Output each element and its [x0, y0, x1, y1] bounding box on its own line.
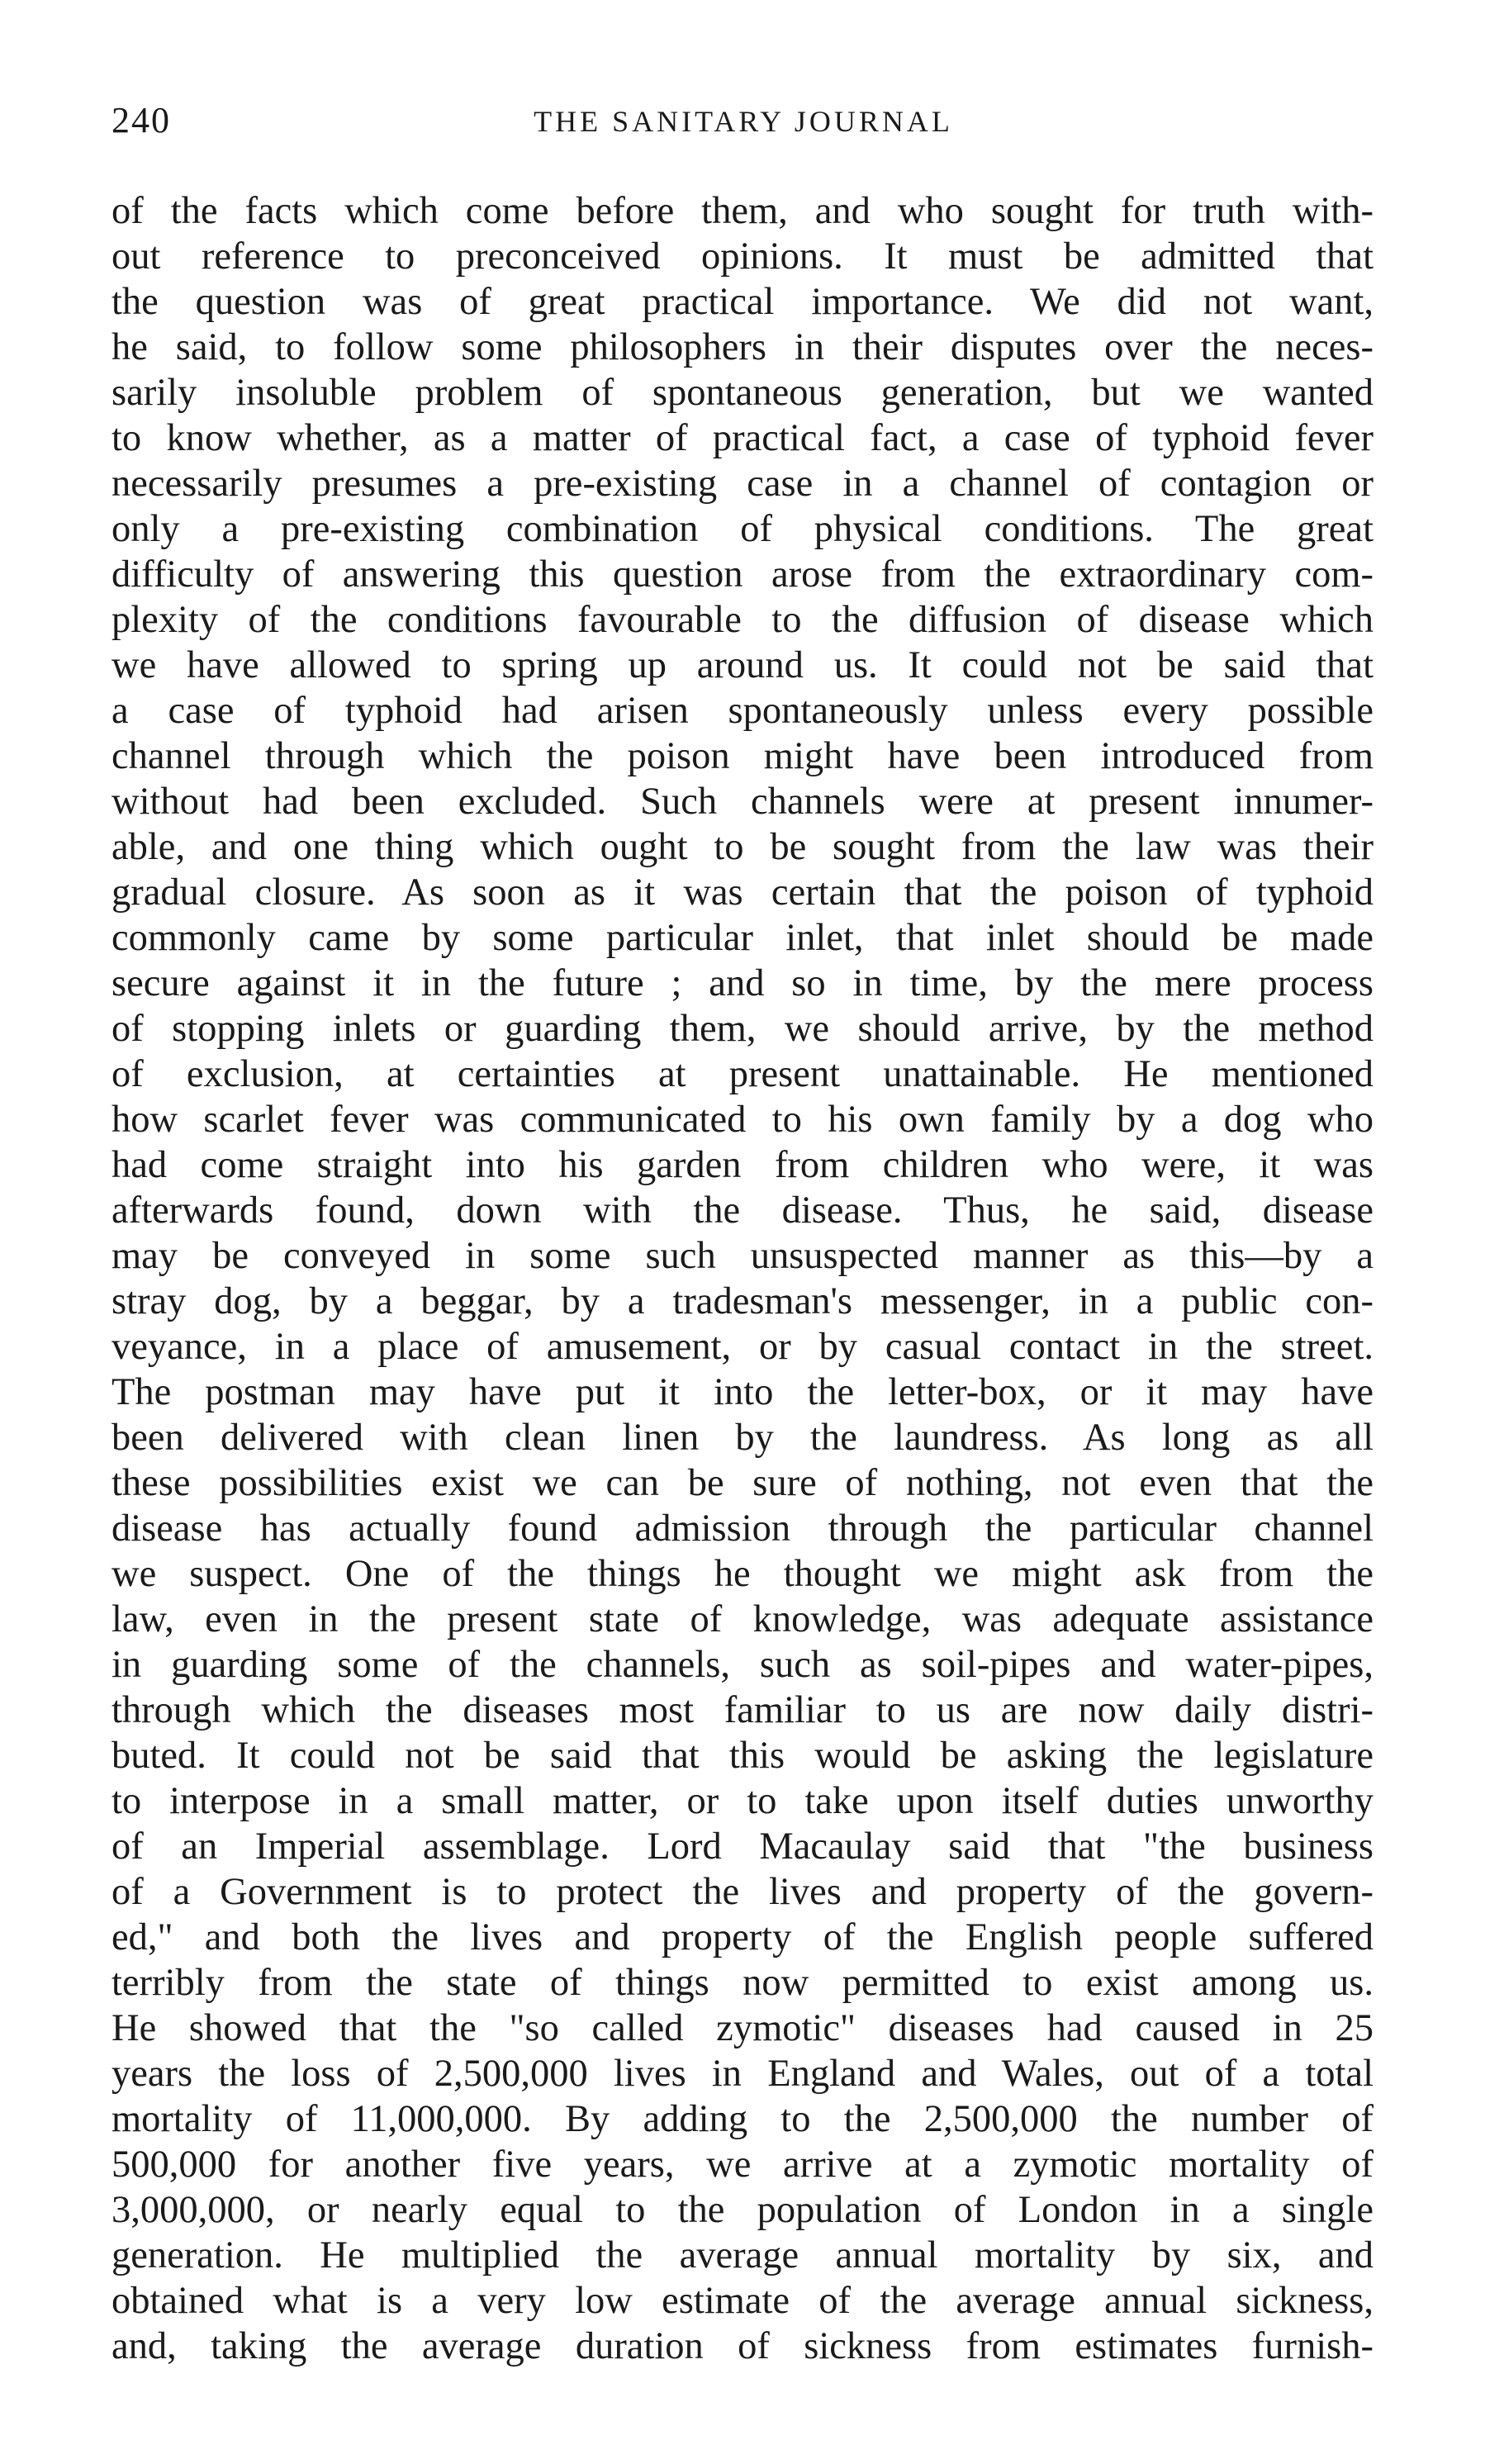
- text-line: afterwards found, down with the disease. Thus, he said, disease: [111, 1189, 1374, 1232]
- body-text: [111, 188, 1374, 2369]
- text-line: buted. It could not be said that this would be asking the legislature: [111, 1735, 1374, 1777]
- text-line: a case of typhoid had arisen spontaneously unless every possible: [111, 690, 1374, 732]
- text-line: The postman may have put it into the letter-box, or it may have: [111, 1371, 1374, 1413]
- text-line: disease has actually found admission through the particular channel: [111, 1507, 1374, 1550]
- text-line: we suspect. One of the things he thought we might ask from the: [111, 1553, 1374, 1595]
- text-line: may be conveyed in some such unsuspected manner as this—by a: [111, 1235, 1374, 1277]
- text-line: terribly from the state of things now permitted to exist among us.: [111, 1962, 1374, 2004]
- text-line: through which the diseases most familiar to us are now daily distri-: [111, 1689, 1374, 1731]
- text-line: of an Imperial assemblage. Lord Macaulay said that "the business: [111, 1825, 1374, 1868]
- text-line: he said, to follow some philosophers in their disputes over the neces-: [111, 326, 1374, 368]
- text-line: how scarlet fever was communicated to his own family by a dog who: [111, 1099, 1374, 1141]
- running-head: [111, 99, 1375, 149]
- text-line: been delivered with clean linen by the laundress. As long as all: [111, 1417, 1374, 1459]
- text-line: 3,000,000, or nearly equal to the population of London in a single: [111, 2189, 1374, 2231]
- text-line: gradual closure. As soon as it was certain that the poison of typhoid: [111, 871, 1374, 914]
- text-line: generation. He multiplied the average annual mortality by six, and: [111, 2234, 1374, 2276]
- text-line: to know whether, as a matter of practical fact, a case of typhoid fever: [111, 417, 1374, 459]
- text-line: to interpose in a small matter, or to take upon itself duties unworthy: [111, 1780, 1374, 1822]
- journal-title: THE SANITARY JOURNAL: [534, 105, 953, 138]
- text-line: and, taking the average duration of sickness from estimates furnish-: [111, 2325, 1374, 2367]
- text-line: out reference to preconceived opinions. It must be admitted that: [111, 235, 1374, 278]
- text-line: the question was of great practical importance. We did not want,: [111, 281, 1374, 323]
- text-line: difficulty of answering this question arose from the extraordinary com-: [111, 553, 1374, 596]
- page-number: 240: [111, 100, 171, 140]
- text-line: channel through which the poison might have been introduced from: [111, 735, 1374, 777]
- text-line: years the loss of 2,500,000 lives in England and Wales, out of a total: [111, 2053, 1374, 2095]
- text-line: mortality of 11,000,000. By adding to the 2,500,000 the number of: [111, 2098, 1374, 2140]
- text-line: sarily insoluble problem of spontaneous generation, but we wanted: [111, 372, 1374, 414]
- text-line: veyance, in a place of amusement, or by casual contact in the street.: [111, 1326, 1374, 1368]
- text-line: of stopping inlets or guarding them, we should arrive, by the method: [111, 1008, 1374, 1050]
- text-line: obtained what is a very low estimate of the average annual sickness,: [111, 2280, 1374, 2322]
- text-line: plexity of the conditions favourable to the diffusion of disease which: [111, 599, 1374, 641]
- text-line: these possibilities exist we can be sure of nothing, not even that the: [111, 1462, 1374, 1504]
- text-line: 500,000 for another five years, we arrive at a zymotic mortality of: [111, 2144, 1374, 2186]
- text-line: only a pre-existing combination of physical conditions. The great: [111, 508, 1374, 550]
- text-line: law, even in the present state of knowledge, was adequate assistance: [111, 1598, 1374, 1640]
- text-line: He showed that the "so called zymotic" diseases had caused in 25: [111, 2007, 1374, 2049]
- text-line: we have allowed to spring up around us. It could not be said that: [111, 644, 1374, 686]
- text-line: stray dog, by a beggar, by a tradesman's messenger, in a public con-: [111, 1280, 1374, 1322]
- text-line: able, and one thing which ought to be sought from the law was their: [111, 826, 1374, 868]
- text-line: necessarily presumes a pre-existing case in a channel of contagion or: [111, 463, 1374, 505]
- text-line: of the facts which come before them, and who sought for truth with-: [111, 190, 1374, 232]
- text-line: without had been excluded. Such channels were at present innumer-: [111, 781, 1374, 823]
- text-line: had come straight into his garden from children who were, it was: [111, 1144, 1374, 1186]
- text-line: ed," and both the lives and property of the English people suffered: [111, 1916, 1374, 1958]
- text-line: secure against it in the future ; and so in time, by the mere process: [111, 962, 1374, 1004]
- text-line: commonly came by some particular inlet, that inlet should be made: [111, 917, 1374, 959]
- text-line: of a Government is to protect the lives and property of the govern-: [111, 1871, 1374, 1913]
- text-line: in guarding some of the channels, such as soil-pipes and water-pipes,: [111, 1644, 1374, 1686]
- text-line: of exclusion, at certainties at present unattainable. He mentioned: [111, 1053, 1374, 1095]
